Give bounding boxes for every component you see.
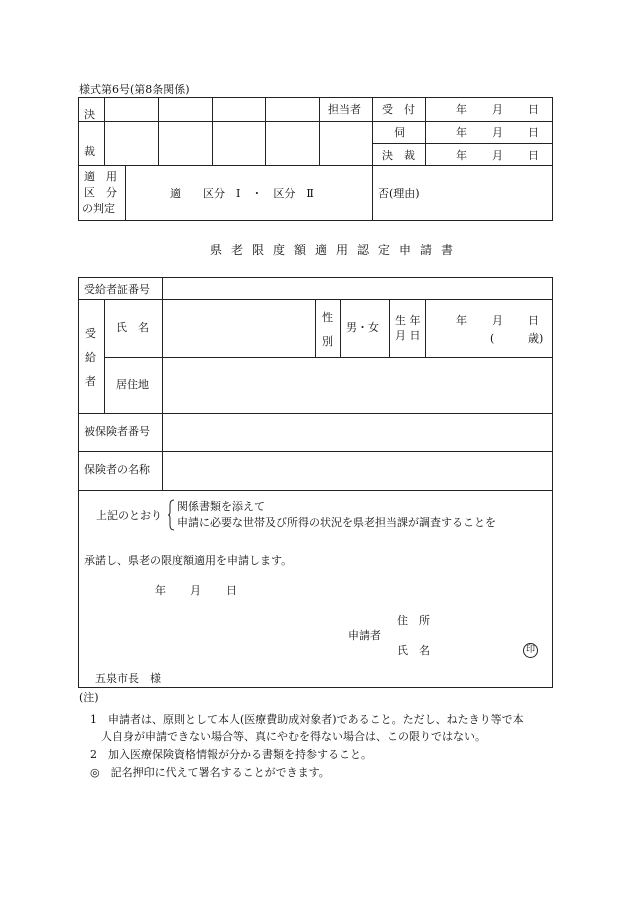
tekiyo-label-2: 区 分 xyxy=(84,186,117,199)
note-1-line-2: 人自身が申請できない場合等、真にやむを得ない場合は、この限りではない。 xyxy=(101,730,486,743)
table-divider xyxy=(104,299,105,413)
birth-day: 日 xyxy=(528,314,539,327)
table-divider xyxy=(340,299,341,357)
birth-label-1: 生 年 xyxy=(395,314,421,327)
age-open: ( xyxy=(490,332,495,345)
recipient-char-3: 者 xyxy=(85,375,96,388)
date-month: 月 xyxy=(492,149,503,162)
name-label: 氏 名 xyxy=(116,321,149,334)
tekiyo-label-1: 適 用 xyxy=(84,170,117,183)
name-field[interactable] xyxy=(163,300,314,356)
note-3: ◎ 記名押印に代えて署名することができます。 xyxy=(90,766,330,779)
recipient-cert-no-label: 受給者証番号 xyxy=(84,283,150,296)
page-title: 県老限度額適用認定申請書 xyxy=(210,243,463,257)
date-year: 年 xyxy=(456,103,467,116)
approval-table xyxy=(78,97,553,221)
birth-year: 年 xyxy=(456,314,467,327)
approval-divider xyxy=(78,165,553,166)
approval-divider xyxy=(319,97,320,165)
rejection-reason-label: 否(理由) xyxy=(378,187,420,200)
date-day: 日 xyxy=(528,149,539,162)
brace-icon xyxy=(167,499,175,531)
birth-month: 月 xyxy=(492,314,503,327)
approval-divider xyxy=(212,97,213,165)
applicant-label: 申請者 xyxy=(348,629,381,642)
date-month: 月 xyxy=(492,126,503,139)
approval-divider xyxy=(158,97,159,165)
application-month: 月 xyxy=(190,584,201,597)
recipient-cert-no-field[interactable] xyxy=(162,278,552,299)
notes-header: (注) xyxy=(79,691,99,704)
date-year: 年 xyxy=(456,149,467,162)
insurer-name-label: 保険者の名称 xyxy=(84,463,150,476)
sex-label-2: 別 xyxy=(322,335,333,348)
insured-no-field[interactable] xyxy=(163,414,552,450)
application-day: 日 xyxy=(226,584,237,597)
kessai-char-1: 決 xyxy=(84,108,95,121)
approval-divider xyxy=(125,165,126,221)
table-divider xyxy=(425,299,426,357)
table-divider xyxy=(315,299,316,357)
recipient-char-2: 給 xyxy=(85,351,96,364)
ukagai-label: 伺 xyxy=(394,126,405,139)
address-label: 居住地 xyxy=(116,378,149,391)
seal-icon: 印 xyxy=(523,643,538,658)
age-close: 歳) xyxy=(528,332,544,345)
approval-divider xyxy=(78,121,553,122)
statement-continuation: 承諾し、県老の限度額適用を申請します。 xyxy=(84,554,293,567)
kessai-char-2: 裁 xyxy=(84,145,95,158)
table-divider xyxy=(78,490,553,491)
approval-divider xyxy=(372,143,553,144)
tekiyo-classification: 適 区分 Ⅰ ・ 区分 Ⅱ xyxy=(170,187,314,200)
form-number-label: 様式第6号(第8条関係) xyxy=(79,83,190,96)
addressee: 五泉市長 様 xyxy=(95,672,161,685)
address-field[interactable] xyxy=(163,358,552,412)
approval-divider xyxy=(104,97,105,165)
tantousha-label: 担当者 xyxy=(328,103,361,116)
note-1-line-1: 1 申請者は、原則として本人(医療費助成対象者)であること。ただし、ねたきり等で本 xyxy=(90,713,524,726)
note-2: 2 加入医療保険資格情報が分かる書類を持参すること。 xyxy=(90,748,372,761)
date-day: 日 xyxy=(528,126,539,139)
date-year: 年 xyxy=(456,126,467,139)
statement-prefix: 上記のとおり xyxy=(96,509,162,522)
table-divider xyxy=(389,299,390,357)
recipient-char-1: 受 xyxy=(85,327,96,340)
uketsuke-label: 受 付 xyxy=(382,103,415,116)
statement-option-2: 申請に必要な世帯及び所得の状況を県老担当課が調査することを xyxy=(177,516,496,529)
insurer-name-field[interactable] xyxy=(163,452,552,489)
approval-divider xyxy=(265,97,266,165)
approval-divider xyxy=(425,97,426,165)
application-year: 年 xyxy=(155,584,166,597)
tekiyo-label-3: の判定 xyxy=(82,202,115,215)
kessai-row-label: 決 裁 xyxy=(382,149,415,162)
applicant-address-label: 住 所 xyxy=(397,614,430,627)
date-day: 日 xyxy=(528,103,539,116)
insured-no-label: 被保険者番号 xyxy=(84,425,150,438)
statement-option-1: 関係書類を添えて xyxy=(177,500,265,513)
approval-divider xyxy=(372,97,373,221)
birth-label-2: 月 日 xyxy=(395,329,421,342)
date-month: 月 xyxy=(492,103,503,116)
applicant-name-label: 氏 名 xyxy=(397,644,430,657)
sex-choice[interactable]: 男・女 xyxy=(346,321,379,334)
sex-label-1: 性 xyxy=(322,311,333,324)
